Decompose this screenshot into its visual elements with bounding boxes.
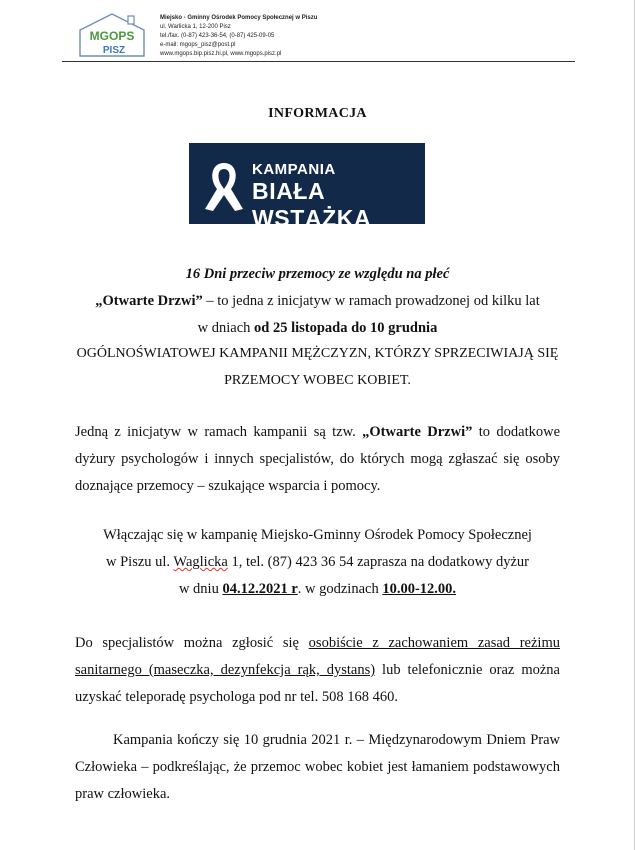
duty-date: 04.12.2021 r bbox=[222, 581, 298, 597]
intro-line-3 bbox=[0, 320, 635, 337]
para1-post: to dodatkowe dyżury psychologów i innych specjalistów, do których mogą zgłaszać się osoby doznające przemocy – szukające wsparcia i pomocy. bbox=[75, 424, 561, 494]
para2-line-2 bbox=[0, 554, 635, 571]
header-contact-block bbox=[160, 14, 317, 59]
para2-line-3 bbox=[0, 581, 635, 598]
intro-line-4: OGÓLNOŚWIATOWEJ KAMPANII MĘŻCZYZN, KTÓRZY SPRZECIWIAJĄ SIĘ bbox=[76, 346, 559, 361]
paragraph-contact bbox=[75, 630, 560, 711]
intro-otwarte-drzwi: „Otwarte Drzwi” bbox=[95, 293, 203, 309]
para2-line-3-mid: . w godzinach bbox=[297, 581, 383, 597]
para2-line-2-pre: w Piszu ul. bbox=[106, 554, 174, 570]
para3-post: lub telefonicznie oraz można uzyskać teleporadę psychologa pod nr tel. 508 168 460. bbox=[75, 662, 560, 705]
para3-pre: Do specjalistów można zgłosić się bbox=[75, 635, 309, 651]
org-address: ul. Warlicka 1, 12-200 Pisz bbox=[160, 24, 231, 30]
intro-line-1: 16 Dni przeciw przemocy ze względu na płeć bbox=[185, 266, 450, 282]
org-name: Miejsko - Gminny Ośrodek Pomocy Społecznej w Piszu bbox=[160, 15, 318, 21]
intro-line-3-pre: w dniach bbox=[197, 320, 255, 336]
para1-bold: „Otwarte Drzwi” bbox=[362, 424, 473, 440]
mgops-logo bbox=[78, 12, 146, 58]
banner-line-2: BIAŁA WSTĄŻKA bbox=[252, 178, 372, 231]
logo-text-top: MGOPS bbox=[89, 29, 135, 43]
street-name: Waglicka bbox=[173, 554, 228, 570]
intro-dates: od 25 listopada do 10 grudnia bbox=[254, 320, 438, 336]
header-divider bbox=[62, 61, 575, 62]
banner-line-1: KAMPANIA bbox=[252, 161, 336, 178]
intro-line-5: PRZEMOCY WOBEC KOBIET. bbox=[224, 373, 411, 388]
paragraph-closing: Kampania kończy się 10 grudnia 2021 r. – Międzynarodowym Dniem Praw Człowieka – podkreślając, że przemoc wobec kobiet jest łamaniem podstawowych praw człowieka. bbox=[75, 732, 560, 802]
org-www: www.mgops.bip.pisz.hi.pl, www.mgops.pisz.pl bbox=[160, 51, 282, 57]
para2-line-3-pre: w dniu bbox=[178, 581, 223, 597]
page-title: INFORMACJA bbox=[268, 106, 367, 121]
logo-text-bottom: PISZ bbox=[102, 45, 126, 56]
org-phone: tel./fax. (0-87) 423-36-54, (0-87) 425-09-05 bbox=[160, 33, 275, 39]
duty-hours: 10.00-12.00. bbox=[382, 581, 457, 597]
para2-line-2-post: 1, tel. (87) 423 36 54 zaprasza na dodatkowy dyżur bbox=[227, 554, 529, 570]
para1-pre: Jedną z inicjatyw w ramach kampanii są tzw. bbox=[75, 424, 363, 440]
para3-underlined: osobiście z zachowaniem zasad reżimu sanitarnego (maseczka, dezynfekcja rąk, dystans) bbox=[75, 635, 560, 678]
paragraph-initiative bbox=[75, 419, 560, 500]
intro-line-2-rest: – to jedna z inicjatyw w ramach prowadzonej od kilku lat bbox=[202, 293, 540, 309]
para2-line-1: Włączając się w kampanię Miejsko-Gminny Ośrodek Pomocy Społecznej bbox=[103, 527, 532, 543]
org-email: e-mail: mgops_pisz@post.pl bbox=[160, 42, 236, 48]
intro-line-2 bbox=[0, 293, 635, 310]
campaign-banner bbox=[189, 143, 425, 231]
white-ribbon-icon bbox=[199, 159, 249, 213]
